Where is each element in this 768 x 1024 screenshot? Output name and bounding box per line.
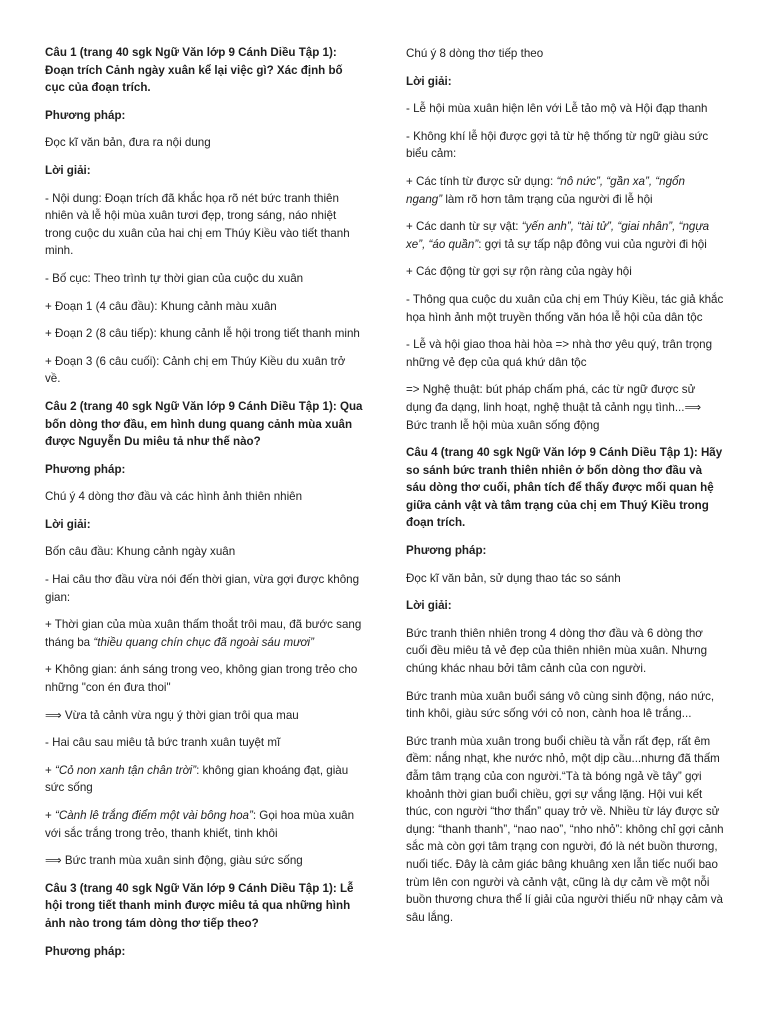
quoted-text: “Cỏ non xanh tận chân trời” xyxy=(55,763,197,777)
paragraph: Chú ý 8 dòng thơ tiếp theo xyxy=(406,47,544,60)
paragraph xyxy=(45,762,363,797)
question-heading: Câu 3 (trang 40 sgk Ngữ Văn lớp 9 Cánh Diều Tập 1): Lễ hội trong tiết thanh minh được miêu tả qua những hình ảnh nào trong tám dòng thơ tiếp theo? xyxy=(45,881,354,930)
paragraph: Đọc kĩ văn bản, đưa ra nội dung xyxy=(45,136,211,150)
paragraph: - Thông qua cuộc du xuân của chị em Thúy Kiều, tác giả khắc họa hình ảnh một truyền thống văn hóa lễ hội của dân tộc xyxy=(406,292,724,324)
section-label: Lời giải: xyxy=(45,517,91,531)
paragraph-lead: + xyxy=(45,763,55,777)
section-label: Phương pháp: xyxy=(45,462,126,476)
quoted-text: “thiều quang chín chục đã ngoài sáu mươi” xyxy=(93,635,314,649)
paragraph-text: làm rõ hơn tâm trạng của người đi lễ hội xyxy=(442,192,653,206)
paragraph-text: : không gian khoáng đạt, giàu sức sống xyxy=(45,763,349,795)
paragraph xyxy=(45,616,363,651)
paragraph: - Hai câu thơ đầu vừa nói đến thời gian, vừa gợi được không gian: xyxy=(45,573,360,604)
paragraph: Đọc kĩ văn bản, sử dụng thao tác so sánh xyxy=(406,571,621,585)
paragraph: - Nội dung: Đoạn trích đã khắc họa rõ nét bức tranh thiên nhiên và lễ hội mùa xuân tươi đẹp, trong sáng, náo nhiệt trong cuộc du xuân của hai chị em Thúy Kiều vào tiết thanh minh. xyxy=(45,191,350,258)
paragraph: - Không khí lễ hội được gợi tả từ hệ thống từ ngữ giàu sức biểu cảm: xyxy=(406,129,709,161)
question-heading: Câu 4 (trang 40 sgk Ngữ Văn lớp 9 Cánh Diều Tập 1): Hãy so sánh bức tranh thiên nhiên ở bốn dòng thơ đầu và sáu dòng thơ cuối, phân tích để thấy được mối quan hệ giữa cảnh vật và tâm trạng của chị em Thuý Kiều trong đoạn trích. xyxy=(406,446,723,530)
section-label: Phương pháp: xyxy=(406,544,487,558)
paragraph: ⟹ Vừa tả cảnh vừa ngụ ý thời gian trôi qua mau xyxy=(45,708,299,722)
paragraph: + Đoạn 3 (6 câu cuối): Cảnh chị em Thúy Kiều du xuân trở về. xyxy=(45,354,346,386)
paragraph: + Các động từ gợi sự rộn ràng của ngày hội xyxy=(406,265,632,279)
paragraph: Bức tranh mùa xuân trong buổi chiều tà vẫn rất đẹp, rất êm đềm: nắng nhạt, khe nước nhỏ, một dịp cầu...nhưng đã thấm đẫm tâm trạng của con người.“Tà tà bóng ngả về tây” gợi khoảnh thời gian buổi chiều, gợi sự vắng lặng. Hội vui kết thúc, con người “thơ thẩn” quay trở về. Nhiều từ láy được sử dụng: “thanh thanh”, “nao nao”, “nho nhỏ”: không chỉ gợi cảnh sắc mà còn gợi tâm trạng con người, đó là nét buồn thương, nuối tiếc. Đây là cảm giác bâng khuâng xen lẫn tiếc nuối bao trùm lên con người và cảnh vật, cũng là dự cảm về một nỗi buồn thương chưa thể lí giải của người thiếu nữ nhạy cảm và sâu lắng. xyxy=(406,734,724,924)
paragraph-text: + Thời gian của mùa xuân thấm thoắt trôi mau, đã bước sang tháng ba xyxy=(45,618,362,649)
paragraph: Bốn câu đầu: Khung cảnh ngày xuân xyxy=(45,545,236,559)
section-label: Lời giải: xyxy=(45,163,91,177)
paragraph: - Bố cục: Theo trình tự thời gian của cuộc du xuân xyxy=(45,271,304,285)
paragraph: + Đoạn 1 (4 câu đầu): Khung cảnh màu xuân xyxy=(45,299,277,313)
paragraph xyxy=(406,218,724,253)
paragraph: => Nghệ thuật: bút pháp chấm phá, các từ ngữ được sử dụng đa dạng, linh hoạt, nghệ thuật tả cảnh ngụ tình...⟹ Bức tranh lễ hội mùa xuân sống động xyxy=(406,383,702,432)
quoted-text: “Cành lê trắng điểm một vài bông hoa” xyxy=(55,809,253,822)
quoted-text: “nô nức”, “gần xa”, “ngổn ngang” xyxy=(406,174,685,206)
right-column xyxy=(406,45,724,936)
paragraph xyxy=(406,173,724,208)
paragraph-lead: + xyxy=(45,809,55,822)
quoted-text: “yến anh”, “tài tử”, “giai nhân”, “ngựa xe”, “áo quần” xyxy=(406,220,710,251)
paragraph: + Không gian: ánh sáng trong veo, không gian trong trẻo cho những "con én đưa thoi" xyxy=(45,663,358,695)
paragraph: - Hai câu sau miêu tả bức tranh xuân tuyệt mĩ xyxy=(45,736,281,750)
paragraph: Chú ý 4 dòng thơ đầu và các hình ảnh thiên nhiên xyxy=(45,490,303,504)
section-label: Lời giải: xyxy=(406,599,452,613)
paragraph: Bức tranh thiên nhiên trong 4 dòng thơ đầu và 6 dòng thơ cuối đều miêu tả vẻ đẹp của thiên nhiên mùa xuân. Nhưng chúng khác nhau bởi tâm cảnh của con người. xyxy=(406,626,708,676)
paragraph: ⟹ Bức tranh mùa xuân sinh động, giàu sức sống xyxy=(45,854,303,868)
paragraph-lead: + Các danh từ sự vật: xyxy=(406,220,522,234)
paragraph-text: : gợi tả sự tấp nập đông vui của người đi hội xyxy=(478,237,707,251)
section-label: Phương pháp: xyxy=(45,944,126,958)
left-column xyxy=(45,44,363,970)
paragraph: - Lễ và hội giao thoa hài hòa => nhà thơ yêu quý, trân trọng những vẻ đẹp của quá khứ dân tộc xyxy=(406,338,713,369)
paragraph-text: : Gọi hoa mùa xuân với sắc trắng trong trẻo, thanh khiết, tinh khôi xyxy=(45,809,355,840)
paragraph-lead: + Các tính từ được sử dụng: xyxy=(406,174,557,188)
section-label: Lời giải: xyxy=(406,74,452,88)
question-heading: Câu 1 (trang 40 sgk Ngữ Văn lớp 9 Cánh Diều Tập 1): Đoạn trích Cảnh ngày xuân kể lại việc gì? Xác định bố cục của đoạn trích. xyxy=(45,46,343,95)
paragraph: - Lễ hội mùa xuân hiện lên với Lễ tảo mộ và Hội đạp thanh xyxy=(406,102,708,116)
paragraph: Bức tranh mùa xuân buổi sáng vô cùng sinh động, náo nức, tinh khôi, giàu sức sống với cỏ non, cành hoa lê trắng... xyxy=(406,689,715,721)
paragraph: + Đoạn 2 (8 câu tiếp): khung cảnh lễ hội trong tiết thanh minh xyxy=(45,327,360,341)
question-heading: Câu 2 (trang 40 sgk Ngữ Văn lớp 9 Cánh Diều Tập 1): Qua bốn dòng thơ đầu, em hình dung quang cảnh mùa xuân được Nguyễn Du miêu tả như thế nào? xyxy=(45,399,363,449)
paragraph xyxy=(45,807,363,842)
section-label: Phương pháp: xyxy=(45,108,126,122)
